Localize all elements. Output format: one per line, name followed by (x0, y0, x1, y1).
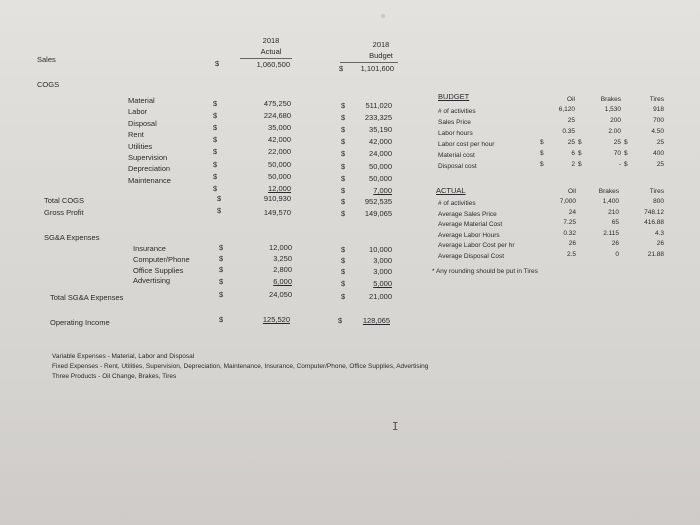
cogs-item-label: Utilities (128, 141, 153, 151)
header-rule-actual (240, 58, 292, 59)
cogs-item-actual: 22,000 (268, 147, 291, 157)
currency-sign: $ (578, 150, 582, 157)
cogs-item-label: Disposal (128, 118, 157, 128)
currency-sign: $ (624, 139, 628, 146)
table-cell: 25 (567, 117, 575, 124)
currency-sign: $ (338, 316, 343, 325)
budget-table-title: BUDGET (438, 92, 470, 101)
table-cell: 25 (613, 139, 621, 146)
table-cell: 2 (571, 161, 575, 168)
table-cell: 1,400 (602, 198, 619, 205)
currency-sign: $ (341, 278, 346, 288)
table-row-label: Average Labor Cost per hr (438, 242, 515, 249)
currency-sign: $ (341, 292, 346, 301)
sga-item-budget: 5,000 (373, 278, 392, 288)
currency-sign: $ (219, 290, 224, 299)
budget-year-header: 2018 (372, 40, 390, 49)
table-cell: 400 (653, 150, 664, 157)
table-cell: 26 (568, 240, 576, 247)
total-sga-budget: 21,000 (369, 292, 392, 301)
note-variable-expenses: Variable Expenses - Material, Labor and Disposal (52, 353, 195, 360)
currency-sign: $ (341, 149, 346, 159)
cogs-item-actual: 224,680 (263, 111, 291, 121)
sales-actual: 1,060,500 (256, 60, 290, 69)
table-column-header: Oil (567, 96, 575, 103)
cogs-item-actual: 35,000 (268, 123, 291, 133)
table-row-label: Labor hours (438, 130, 473, 137)
gross-profit-actual: 149,570 (263, 208, 291, 217)
sga-label: SG&A Expenses (44, 233, 100, 242)
currency-sign: $ (624, 150, 628, 157)
sga-item-budget: 3,000 (373, 256, 392, 266)
currency-sign: $ (341, 113, 346, 123)
currency-sign: $ (213, 99, 218, 108)
table-cell: 416.88 (644, 219, 664, 226)
cogs-item-label: Maintenance (128, 175, 171, 185)
table-cell: 2.115 (603, 229, 619, 237)
table-cell: 7,000 (559, 198, 576, 205)
operating-income-actual: 125,520 (262, 315, 290, 324)
currency-sign: $ (341, 209, 346, 218)
currency-sign: $ (213, 183, 218, 193)
cogs-item-budget: 35,190 (369, 125, 392, 135)
table-row-label: Disposal cost (438, 163, 477, 170)
cogs-item-budget: 24,000 (369, 149, 392, 159)
table-cell: 0.32 (563, 229, 576, 237)
table-cell: 25 (656, 161, 664, 168)
table-cell: 6,120 (558, 106, 575, 113)
sga-item-budget: 10,000 (369, 245, 392, 254)
note-fixed-expenses: Fixed Expenses - Rent, Utilities, Supervision, Depreciation, Maintenance, Insurance, Computer/Phone, Office Supplies, Advertising (52, 363, 429, 370)
cogs-item-actual: 50,000 (268, 159, 291, 169)
note-three-products: Three Products - Oil Change, Brakes, Tires (52, 373, 177, 380)
currency-sign: $ (624, 161, 628, 168)
sales-budget: 1,101,600 (360, 64, 394, 73)
currency-sign: $ (219, 265, 224, 275)
table-cell: - (618, 161, 621, 168)
gross-profit-budget: 149,065 (364, 209, 392, 218)
currency-sign: $ (213, 111, 218, 121)
sga-item-budget: 3,000 (373, 267, 392, 277)
table-cell: 65 (611, 219, 619, 226)
total-cogs-actual: 910,930 (263, 194, 291, 203)
table-column-header: Brakes (600, 96, 621, 103)
rounding-note: * Any rounding should be put in Tires (432, 268, 538, 275)
cogs-item-label: Labor (128, 107, 148, 117)
table-cell: 200 (610, 117, 621, 124)
table-cell: 2.00 (608, 128, 621, 135)
currency-sign: $ (341, 161, 346, 171)
currency-sign: $ (341, 267, 346, 277)
sales-label: Sales (37, 55, 56, 64)
currency-sign: $ (213, 171, 218, 181)
table-cell: 7.25 (563, 219, 576, 226)
currency-sign: $ (213, 123, 218, 133)
table-cell: 25 (656, 139, 664, 146)
actual-table-title: ACTUAL (436, 186, 466, 195)
cogs-label: COGS (37, 80, 60, 89)
table-row-label: # of activities (438, 108, 476, 115)
currency-sign: $ (578, 161, 582, 168)
cogs-item-budget: 7,000 (373, 185, 392, 195)
table-row-label: Average Material Cost (438, 221, 503, 228)
cogs-item-actual: 475,250 (263, 99, 291, 108)
cogs-item-budget: 50,000 (369, 173, 392, 183)
cogs-item-label: Depreciation (128, 164, 171, 174)
cogs-item-budget: 511,020 (365, 101, 392, 110)
table-cell: 2.5 (566, 250, 576, 258)
header-rule-budget (340, 62, 398, 63)
sga-item-label: Insurance (133, 244, 166, 253)
table-cell: 700 (653, 117, 664, 124)
table-cell: 25 (567, 139, 575, 146)
gross-profit-label: Gross Profit (44, 208, 84, 217)
cogs-item-budget: 233,325 (364, 113, 392, 123)
currency-sign: $ (213, 159, 218, 169)
table-cell: 70 (613, 150, 621, 157)
cogs-item-label: Rent (128, 130, 144, 140)
total-sga-actual: 24,050 (269, 290, 292, 299)
operating-income-label: Operating Income (50, 318, 110, 327)
table-column-header: Tires (649, 188, 664, 195)
table-cell: 4.3 (654, 229, 664, 237)
table-cell: 4.50 (651, 128, 664, 135)
currency-sign: $ (219, 276, 224, 286)
currency-sign: $ (213, 147, 218, 157)
currency-sign: $ (341, 173, 346, 183)
table-cell: 918 (653, 106, 664, 113)
cogs-item-actual: 42,000 (268, 135, 291, 145)
table-row-label: Labor cost per hour (438, 141, 495, 148)
table-row-label: Average Labor Hours (438, 231, 500, 239)
table-cell: 1,530 (604, 106, 621, 113)
table-column-header: Oil (568, 188, 576, 195)
camera-glare (381, 14, 385, 18)
currency-sign: $ (341, 137, 346, 147)
currency-sign: $ (540, 139, 544, 146)
currency-sign: $ (341, 245, 346, 254)
table-cell: 21.88 (647, 250, 664, 258)
total-cogs-budget: 952,535 (364, 197, 392, 206)
cogs-item-actual: 50,000 (268, 171, 291, 181)
currency-sign: $ (341, 185, 346, 195)
sga-item-actual: 2,800 (273, 265, 292, 275)
table-cell: 6 (571, 150, 575, 157)
currency-sign: $ (219, 243, 224, 252)
sga-item-actual: 6,000 (273, 276, 292, 286)
actual-label-header: Actual (260, 47, 282, 56)
cogs-item-label: Supervision (128, 153, 168, 162)
table-cell: 0.35 (562, 128, 575, 135)
budget-label-header: Budget (369, 51, 393, 60)
table-cell: 748.12 (644, 208, 664, 216)
cogs-item-budget: 50,000 (369, 161, 392, 171)
table-row-label: Material cost (438, 152, 475, 159)
table-row-label: # of activities (438, 200, 476, 207)
currency-sign: $ (540, 150, 544, 157)
table-cell: 800 (653, 198, 664, 205)
currency-sign: $ (217, 206, 222, 215)
cogs-item-budget: 42,000 (369, 137, 392, 147)
text-cursor-icon: I (392, 420, 399, 433)
total-sga-label: Total SG&A Expenses (50, 293, 124, 302)
total-cogs-label: Total COGS (44, 196, 85, 205)
currency-sign: $ (341, 101, 346, 110)
currency-sign: $ (219, 254, 224, 264)
currency-sign: $ (341, 256, 346, 266)
table-row-label: Average Sales Price (438, 210, 497, 218)
sga-item-label: Advertising (133, 276, 171, 286)
table-cell: 210 (608, 208, 619, 216)
operating-income-budget: 128,065 (362, 316, 390, 325)
currency-sign: $ (339, 64, 344, 73)
currency-sign: $ (341, 125, 346, 135)
currency-sign: $ (213, 135, 218, 145)
currency-sign: $ (217, 194, 222, 203)
cogs-item-actual: 12,000 (268, 183, 291, 193)
table-cell: 26 (656, 240, 664, 247)
cogs-item-label: Material (128, 96, 155, 105)
sga-item-actual: 3,250 (273, 254, 292, 264)
table-row-label: Average Disposal Cost (438, 252, 504, 260)
table-cell: 26 (611, 240, 619, 247)
currency-sign: $ (215, 59, 220, 68)
sga-item-label: Office Supplies (133, 265, 184, 275)
table-row-label: Sales Price (438, 119, 471, 126)
currency-sign: $ (219, 315, 224, 324)
currency-sign: $ (578, 139, 582, 146)
actual-year-header: 2018 (262, 36, 280, 45)
sga-item-label: Computer/Phone (133, 254, 190, 264)
currency-sign: $ (540, 161, 544, 168)
table-cell: 24 (568, 208, 576, 216)
table-cell: 0 (615, 250, 619, 258)
sga-item-actual: 12,000 (269, 243, 292, 252)
currency-sign: $ (341, 197, 346, 206)
table-column-header: Tires (649, 96, 664, 103)
table-column-header: Brakes (598, 188, 619, 195)
